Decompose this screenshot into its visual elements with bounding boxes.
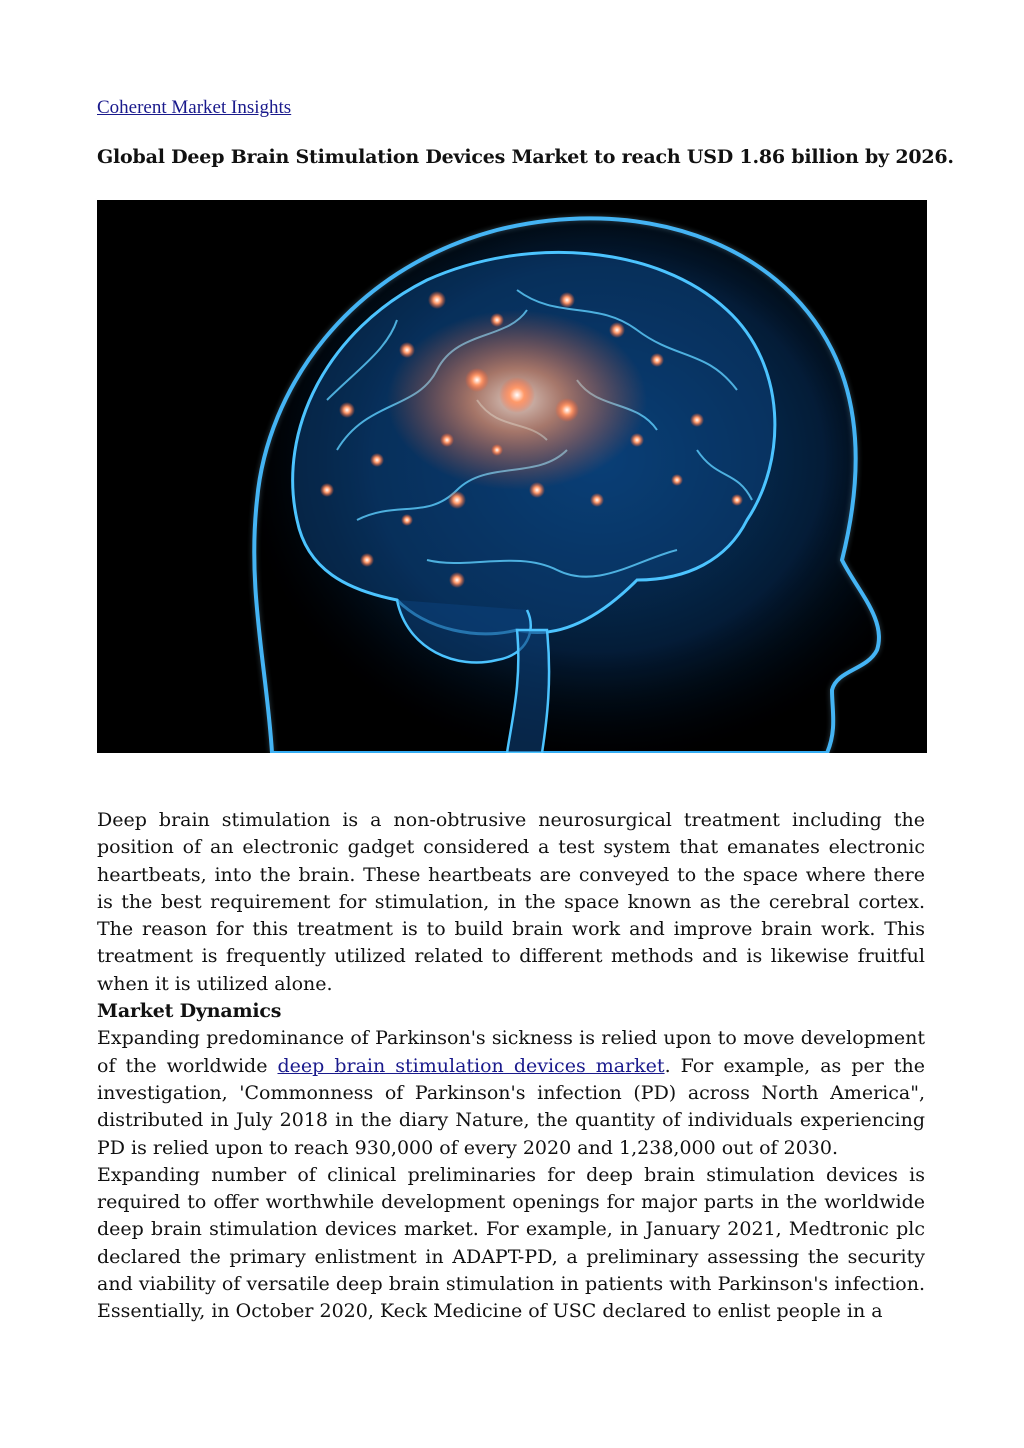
article-body	[97, 807, 925, 1326]
dynamics-text-after: . For example, as per the investigation, 'Commonness of Parkinson's infection (PD) across North America", distributed in July 2018 in the diary Nature, the quantity of individuals experiencing PD is relied upon to reach 930,000 of every 2020 and 1,238,000 out of 2030.	[97, 1054, 925, 1159]
intro-paragraph: Deep brain stimulation is a non-obtrusive neurosurgical treatment including the position of an electronic gadget considered a test system that emanates electronic heartbeats, into the brain. These heartbeats are conveyed to the space where there is the best requirement for stimulation, in the space known as the cerebral cortex. The reason for this treatment is to build brain work and improve brain work. This treatment is frequently utilized related to different methods and is likewise fruitful when it is utilized alone.	[97, 809, 925, 995]
dynamics-paragraph	[97, 1025, 925, 1161]
page-title: Global Deep Brain Stimulation Devices Market to reach USD 1.86 billion by 2026.	[97, 146, 954, 168]
glowing-brain-head-icon	[97, 200, 927, 753]
trials-paragraph: Expanding number of clinical preliminaries for deep brain stimulation devices is required to offer worthwhile development openings for major parts in the worldwide deep brain stimulation devices market. For example, in January 2021, Medtronic plc declared the primary enlistment in ADAPT-PD, a preliminary assessing the security and viability of versatile deep brain stimulation in patients with Parkinson's infection. Essentially, in October 2020, Keck Medicine of USC declared to enlist people in a	[97, 1163, 925, 1323]
source-link[interactable]: Coherent Market Insights	[97, 97, 292, 118]
market-link[interactable]: deep brain stimulation devices market	[277, 1054, 665, 1077]
hero-image	[97, 200, 927, 753]
section-heading: Market Dynamics	[97, 1000, 282, 1023]
dynamics-text-before: Expanding predominance of Parkinson's sickness is relied upon to move development of the worldwide	[97, 1027, 925, 1077]
